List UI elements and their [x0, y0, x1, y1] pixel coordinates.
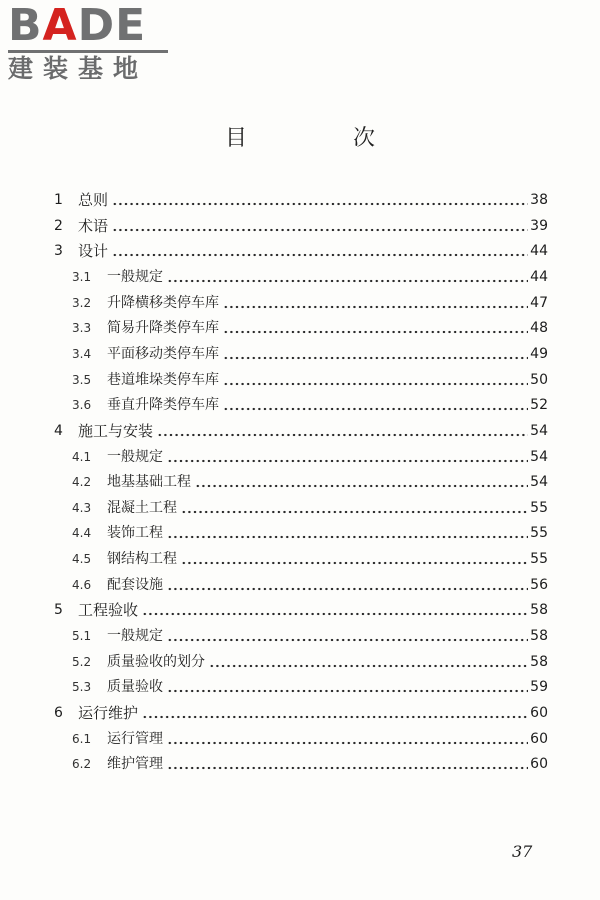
dot-leader: [167, 624, 528, 649]
toc-entry-number: 4.5: [72, 552, 92, 567]
toc-entry-number: 4.4: [72, 526, 92, 541]
toc-entry: [0, 188, 600, 213]
dot-leader: [112, 188, 528, 213]
toc-entry-page: 60: [530, 705, 548, 721]
toc-entry-number: 4.2: [72, 475, 92, 490]
toc-entry-page: 44: [530, 243, 548, 260]
toc-entry-page: 60: [530, 730, 548, 747]
dot-leader: [167, 521, 528, 546]
toc-entry-title: 维护管理: [107, 756, 163, 773]
toc-entry-number: 5.3: [72, 680, 92, 695]
toc-entry-page: 55: [530, 551, 548, 568]
toc-entry: [0, 342, 600, 367]
dot-leader: [223, 316, 528, 341]
toc-entry: [0, 727, 600, 752]
toc-entry-number: 4.6: [72, 577, 92, 592]
toc-entry-number: 3.4: [72, 346, 92, 361]
toc-entry-title: 装饰工程: [107, 525, 163, 542]
toc-entry-page: 54: [530, 474, 548, 491]
logo-chinese-name: 建装基地: [8, 54, 149, 83]
page-number: 37: [512, 842, 533, 861]
dot-leader: [167, 727, 528, 752]
dot-leader: [181, 496, 528, 521]
toc-entry-page: 55: [530, 525, 548, 542]
toc-entry: [0, 368, 600, 393]
toc-entry-page: 60: [530, 756, 548, 773]
toc-entry: [0, 624, 600, 649]
toc-entry-title: 一般规定: [107, 268, 163, 285]
dot-leader: [223, 393, 528, 418]
dot-leader: [167, 445, 528, 470]
dot-leader: [195, 470, 528, 495]
toc-entry-number: 4.1: [72, 449, 92, 464]
dot-leader: [223, 368, 528, 393]
dot-leader: [112, 239, 528, 264]
toc-entry-number: 3.6: [72, 398, 92, 413]
logo-letter-a-accent: A: [42, 0, 78, 51]
toc-entry-title: 一般规定: [107, 628, 163, 645]
toc-entry: [0, 547, 600, 572]
toc-entry-title: 质量验收: [107, 679, 163, 696]
toc-entry-title: 设计: [78, 242, 109, 261]
toc-entry-number: 5.2: [72, 654, 92, 669]
toc-entry-title: 升降横移类停车库: [107, 294, 219, 311]
toc-entry-page: 58: [530, 653, 548, 670]
toc-entry-title: 垂直升降类停车库: [107, 397, 219, 414]
logo-letter-b: B: [8, 0, 43, 51]
dot-leader: [112, 214, 528, 239]
toc-entry-number: 4: [54, 422, 63, 439]
publisher-logo: [8, 2, 178, 88]
toc-entry-title: 巷道堆垛类停车库: [107, 371, 219, 388]
toc-entry-title: 术语: [78, 216, 109, 235]
toc-entry-title: 地基基础工程: [107, 474, 191, 491]
toc-entry-number: 3: [54, 243, 63, 260]
toc-entry: [0, 598, 600, 623]
toc-entry: [0, 214, 600, 239]
dot-leader: [142, 598, 528, 623]
toc-entry-title: 施工与安装: [78, 421, 154, 440]
toc-entry-page: 52: [530, 397, 548, 414]
toc-entry-title: 混凝土工程: [107, 499, 177, 516]
toc-entry-title: 质量验收的划分: [107, 653, 205, 670]
toc-entry: [0, 521, 600, 546]
dot-leader: [167, 265, 528, 290]
logo-wordmark: [8, 2, 178, 50]
dot-leader: [223, 342, 528, 367]
logo-letters-de: DE: [77, 0, 147, 51]
dot-leader: [167, 752, 528, 777]
dot-leader: [209, 650, 528, 675]
toc-entry: [0, 573, 600, 598]
toc-entry-page: 58: [530, 602, 548, 619]
toc-entry-number: 5.1: [72, 629, 92, 644]
toc-entry-page: 44: [530, 268, 548, 285]
toc-entry-title: 平面移动类停车库: [107, 345, 219, 362]
dot-leader: [157, 419, 528, 444]
toc-entry-title: 工程验收: [78, 601, 139, 620]
toc-entry-number: 3.3: [72, 321, 92, 336]
dot-leader: [167, 675, 528, 700]
toc-entry: [0, 675, 600, 700]
page-title: 目 次: [224, 126, 417, 151]
toc-entry-number: 6.1: [72, 731, 92, 746]
toc-entry-number: 3.1: [72, 269, 92, 284]
toc-entry-page: 54: [530, 448, 548, 465]
toc-entry-page: 54: [530, 422, 548, 439]
toc-entry-title: 运行管理: [107, 730, 163, 747]
dot-leader: [167, 573, 528, 598]
dot-leader: [223, 291, 528, 316]
toc-entry-page: 48: [530, 320, 548, 337]
toc-entry: [0, 393, 600, 418]
toc-entry-page: 50: [530, 371, 548, 388]
toc-entry-number: 4.3: [72, 500, 92, 515]
toc-entry-page: 39: [530, 217, 548, 234]
toc-entry: [0, 265, 600, 290]
dot-leader: [181, 547, 528, 572]
toc-entry-number: 5: [54, 602, 63, 619]
toc-entry: [0, 496, 600, 521]
toc-entry-title: 运行维护: [78, 704, 139, 722]
toc-entry-title: 钢结构工程: [107, 551, 177, 568]
toc-entry: [0, 701, 600, 726]
toc-entry-page: 47: [530, 294, 548, 311]
toc-entry-number: 3.5: [72, 372, 92, 387]
toc-entry-page: 38: [530, 192, 548, 208]
toc-entry: [0, 650, 600, 675]
toc-entry-title: 总则: [78, 191, 109, 209]
toc-entry-number: 1: [54, 192, 63, 208]
toc-entry-page: 49: [530, 345, 548, 362]
toc-entry-page: 55: [530, 499, 548, 516]
toc-entry: [0, 445, 600, 470]
toc-entry-title: 一般规定: [107, 448, 163, 465]
toc-entry-page: 56: [530, 576, 548, 593]
toc-entry: [0, 291, 600, 316]
dot-leader: [142, 701, 528, 726]
toc-entry-number: 3.2: [72, 295, 92, 310]
toc-entry-number: 6: [54, 705, 63, 721]
toc-entry-title: 配套设施: [107, 576, 163, 593]
toc-entry: [0, 752, 600, 777]
toc-entry-title: 简易升降类停车库: [107, 320, 219, 337]
toc-entry-page: 59: [530, 679, 548, 696]
toc-entry-page: 58: [530, 628, 548, 645]
toc-entry: [0, 316, 600, 341]
toc-entry: [0, 239, 600, 264]
toc-entry: [0, 419, 600, 444]
toc-entry: [0, 470, 600, 495]
toc-entry-number: 6.2: [72, 757, 92, 772]
toc-entry-number: 2: [54, 217, 63, 234]
